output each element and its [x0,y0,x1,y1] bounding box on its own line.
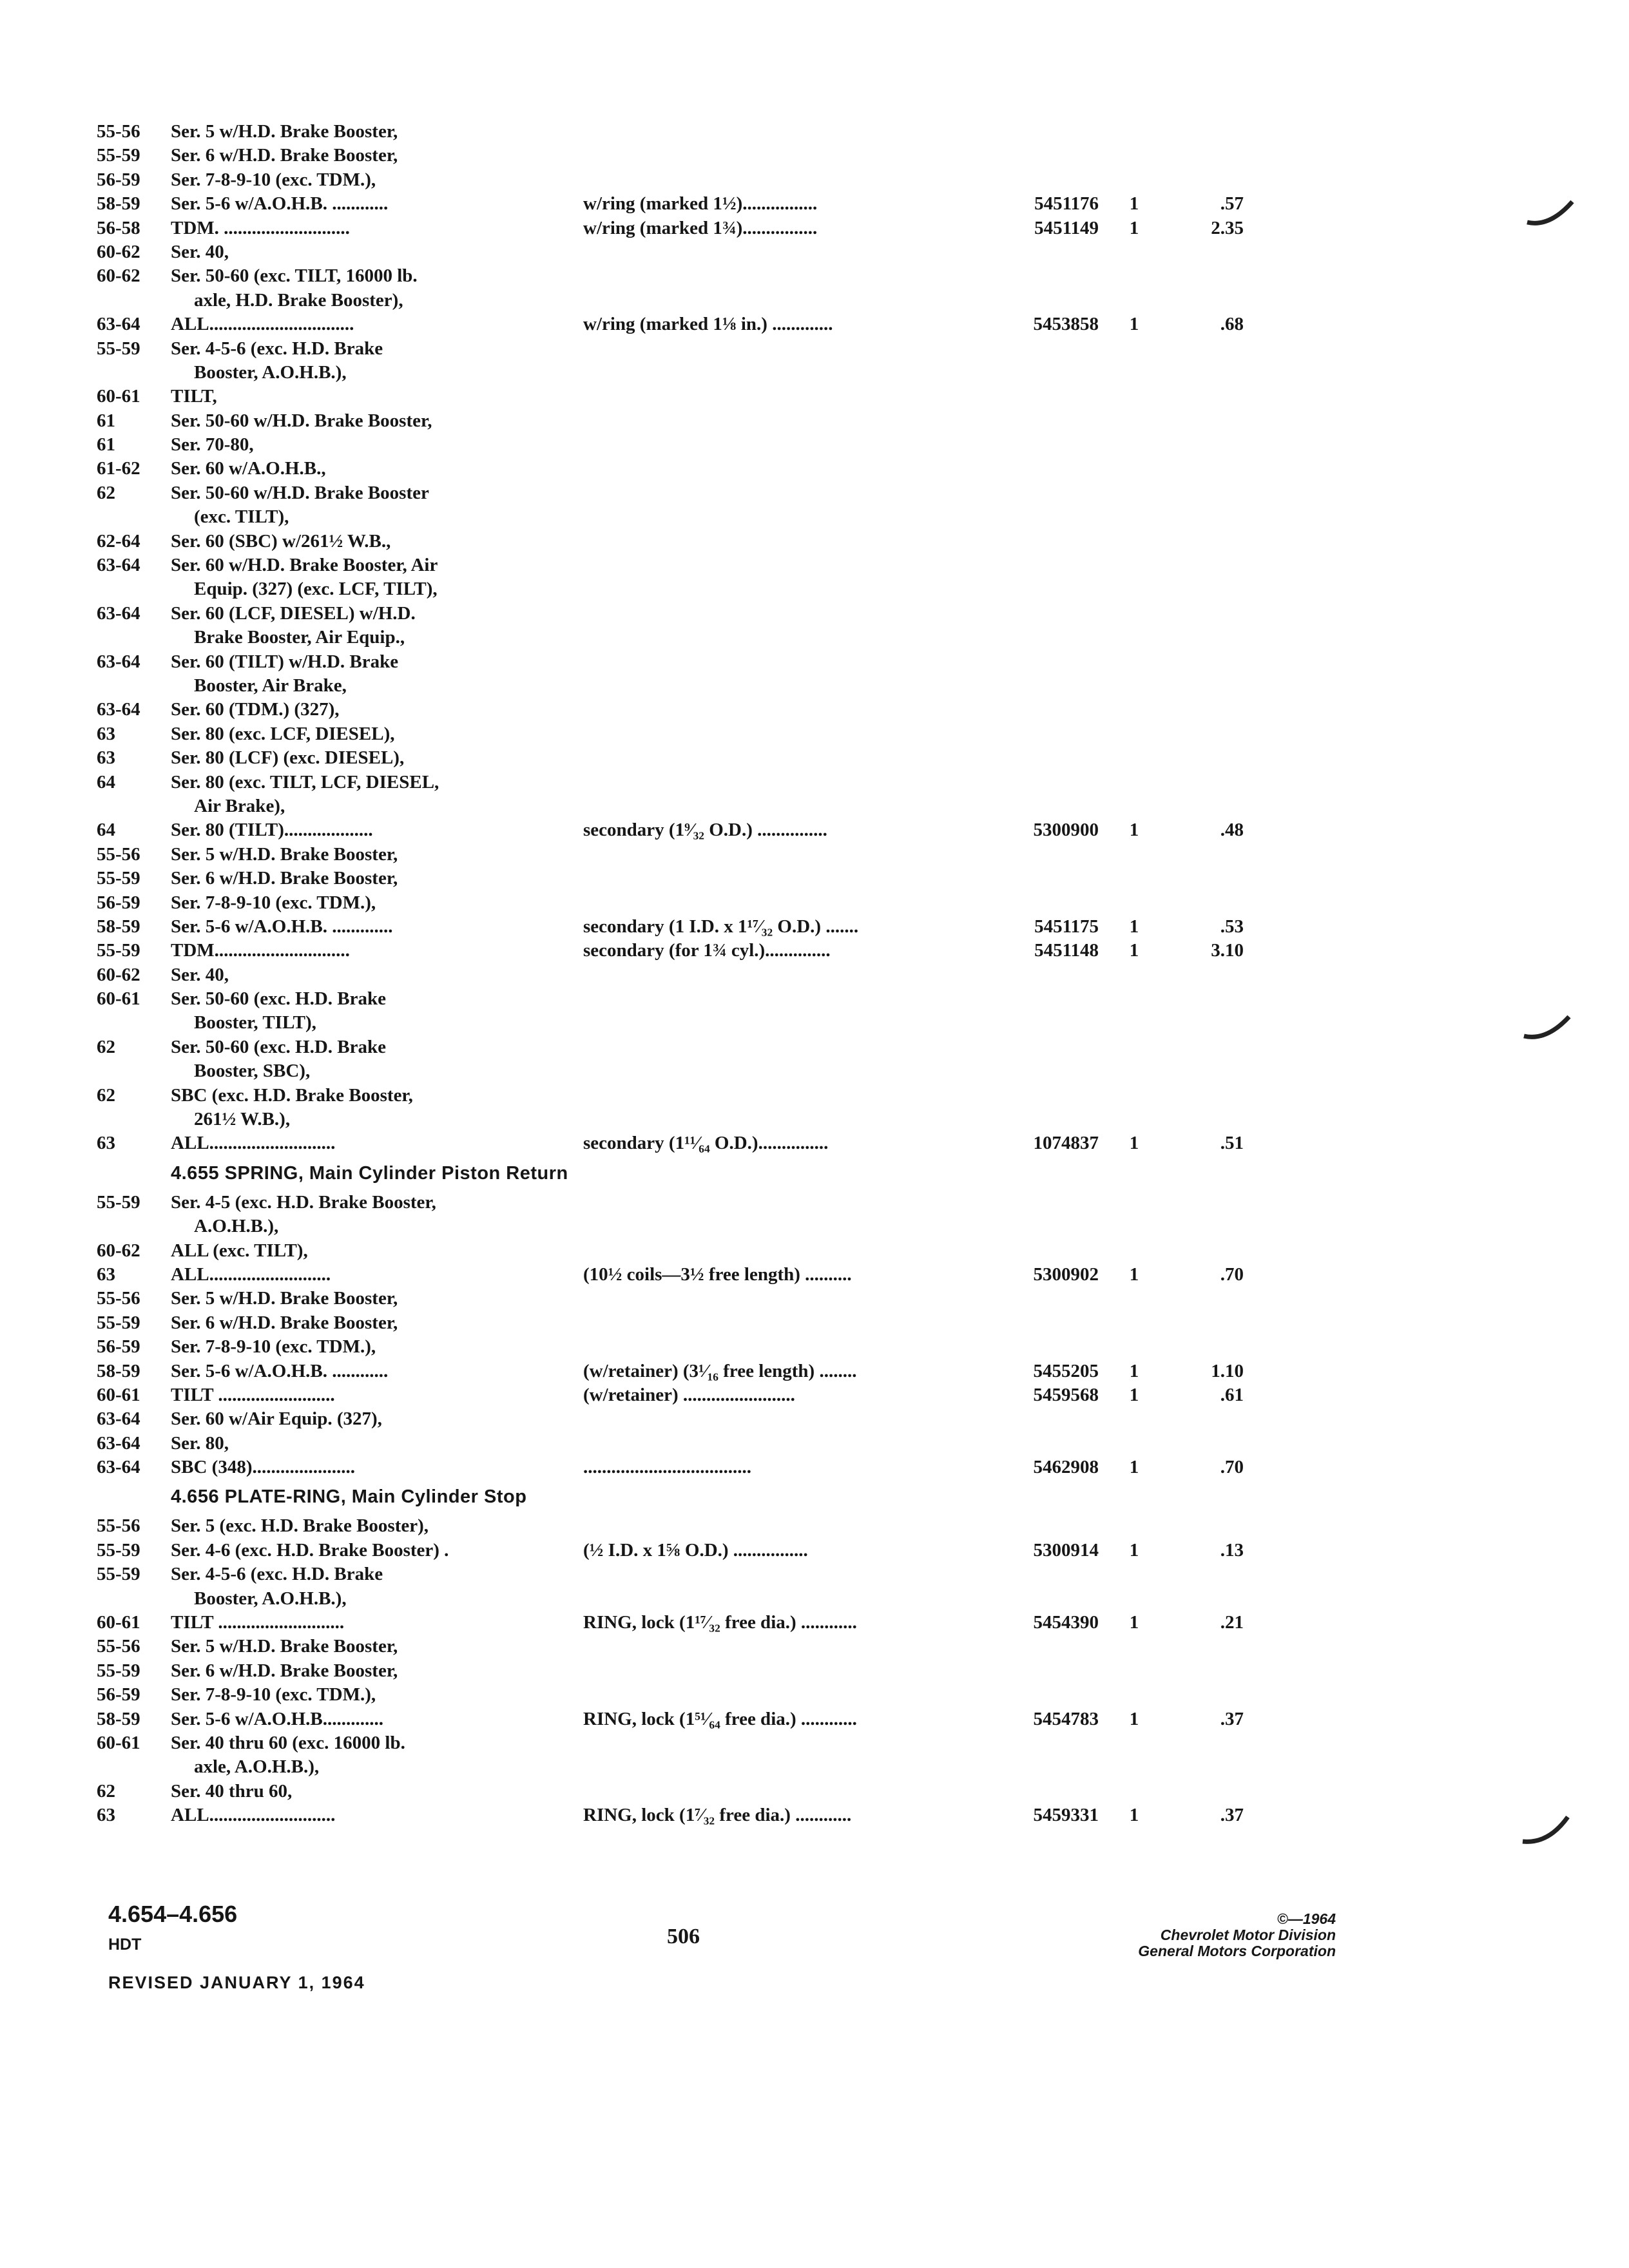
year-cell: 55-59 [97,145,140,166]
year-cell: 60-62 [97,241,140,262]
catalog-row [97,312,1276,336]
model-cell: Ser. 6 w/H.D. Brake Booster, [171,868,398,889]
catalog-row [97,433,1276,457]
year-cell: 61 [97,434,115,456]
model-cell: Booster, A.O.H.B.), [194,361,347,383]
year-cell: 63 [97,1805,115,1826]
catalog-row [97,1432,1276,1456]
year-cell: 63-64 [97,1457,140,1478]
catalog-row [97,602,1276,626]
year-cell: 58-59 [97,916,140,937]
price-cell: .37 [1220,1805,1244,1826]
catalog-row [97,1683,1276,1707]
year-cell: 55-56 [97,1288,140,1309]
catalog-row [97,1335,1276,1359]
catalog-row [97,891,1276,915]
model-cell: Ser. 60 (SBC) w/261½ W.B., [171,530,391,552]
part-number-cell: 5300914 [1033,1539,1099,1561]
year-cell: 55-59 [97,1539,140,1561]
catalog-row [97,674,1276,698]
price-cell: 1.10 [1211,1360,1244,1381]
description-cell: (½ I.D. x 1⅝ O.D.) ................ [583,1539,808,1561]
description-cell: secondary (1⁹⁄₃₂ O.D.) ............... [583,820,827,841]
model-cell: Ser. 50-60 (exc. TILT, 16000 lb. [171,265,418,287]
part-number-cell: 5459568 [1033,1384,1099,1405]
price-cell: 3.10 [1211,940,1244,961]
year-cell: 55-59 [97,1191,140,1213]
year-cell: 55-56 [97,1636,140,1657]
price-cell: .13 [1220,1539,1244,1561]
model-cell: Ser. 60 (TILT) w/H.D. Brake [171,651,399,672]
model-cell: Ser. 7-8-9-10 (exc. TDM.), [171,1684,376,1706]
price-cell: .57 [1220,193,1244,215]
year-cell: 55-59 [97,868,140,889]
model-cell: Ser. 50-60 (exc. H.D. Brake [171,1036,386,1057]
catalog-row [97,722,1276,746]
model-cell: Booster, SBC), [194,1061,311,1082]
part-number-cell: 5454783 [1033,1708,1099,1729]
section-title: 4.656 PLATE-RING, Main Cylinder Stop [171,1486,527,1508]
section-title: 4.655 SPRING, Main Cylinder Piston Return [171,1162,568,1184]
section-heading-4.655 [97,1156,1276,1191]
catalog-row [97,1539,1276,1562]
model-cell: Ser. 70-80, [171,434,254,456]
description-cell: .................................... [583,1457,751,1478]
corporation-name: General Motors Corporation [1138,1943,1336,1959]
year-cell: 63-64 [97,1432,140,1454]
model-cell: Ser. 7-8-9-10 (exc. TDM.), [171,169,376,190]
catalog-row [97,1611,1276,1635]
catalog-row [97,1755,1276,1779]
model-cell: Ser. 6 w/H.D. Brake Booster, [171,1312,398,1333]
quantity-cell: 1 [1129,1708,1139,1729]
model-cell: TDM. ........................... [171,217,350,238]
price-cell: .53 [1220,916,1244,937]
quantity-cell: 1 [1129,1612,1139,1633]
scan-mark-icon [1519,1811,1571,1849]
catalog-row [97,626,1276,649]
model-cell: Ser. 5-6 w/A.O.H.B. ............. [171,916,393,937]
model-cell: axle, H.D. Brake Booster), [194,289,403,311]
catalog-row [97,216,1276,240]
catalog-row [97,1407,1276,1431]
catalog-row [97,144,1276,168]
year-cell: 63-64 [97,651,140,672]
catalog-row [97,1383,1276,1407]
model-cell: Ser. 4-5-6 (exc. H.D. Brake [171,338,383,359]
catalog-row [97,577,1276,601]
model-cell: Booster, A.O.H.B.), [194,1588,347,1609]
quantity-cell: 1 [1129,217,1139,238]
catalog-row [97,337,1276,361]
division-name: Chevrolet Motor Division [1160,1927,1336,1943]
footer-reference [108,1901,237,1954]
model-cell: Air Brake), [194,795,285,816]
catalog-row [97,1803,1276,1827]
model-cell: ALL............................... [171,314,354,335]
price-cell: .51 [1220,1133,1244,1154]
year-cell: 60-62 [97,964,140,985]
catalog-row [97,361,1276,385]
model-cell: Equip. (327) (exc. LCF, TILT), [194,579,438,600]
price-cell: .68 [1220,314,1244,335]
year-cell: 60-62 [97,265,140,287]
model-cell: Ser. 4-5-6 (exc. H.D. Brake [171,1564,383,1585]
part-number-cell: 5451176 [1034,193,1099,215]
model-cell: axle, A.O.H.B.), [194,1756,320,1778]
year-cell: 63-64 [97,602,140,624]
year-cell: 62 [97,482,115,503]
catalog-row [97,771,1276,794]
catalog-row [97,1287,1276,1311]
price-cell: .70 [1220,1457,1244,1478]
model-cell: Ser. 80 (exc. TILT, LCF, DIESEL, [171,771,439,793]
copyright-block [1138,1911,1336,1959]
part-number-cell: 5300900 [1033,820,1099,841]
description-cell: (w/retainer) (3¹⁄₁₆ free length) ........ [583,1360,857,1381]
year-cell: 58-59 [97,193,140,215]
catalog-row [97,530,1276,553]
model-cell: Ser. 80 (LCF) (exc. DIESEL), [171,747,405,769]
description-cell: secondary (1¹¹⁄₆₄ O.D.)............... [583,1133,829,1154]
catalog-row [97,192,1276,216]
model-cell: Ser. 6 w/H.D. Brake Booster, [171,1660,398,1681]
part-number-cell: 5459331 [1033,1805,1099,1826]
model-cell: Ser. 60 w/Air Equip. (327), [171,1408,382,1430]
catalog-row [97,1108,1276,1131]
catalog-row [97,120,1276,144]
model-cell: Ser. 5-6 w/A.O.H.B. ............ [171,1360,389,1381]
catalog-row [97,746,1276,770]
year-cell: 55-59 [97,1312,140,1333]
model-cell: Ser. 40 thru 60 (exc. 16000 lb. [171,1733,405,1753]
model-cell: Brake Booster, Air Equip., [194,627,405,648]
year-cell: 55-59 [97,1564,140,1585]
reference-range: 4.654–4.656 [108,1901,238,1927]
catalog-row [97,457,1276,481]
copyright-year: ©—1964 [1277,1910,1336,1927]
part-number-cell: 5455205 [1033,1360,1099,1381]
catalog-row [97,963,1276,987]
part-number-cell: 5453858 [1033,314,1099,335]
year-cell: 60-61 [97,1612,140,1633]
description-cell: (10½ coils—3½ free length) .......... [583,1264,852,1285]
quantity-cell: 1 [1129,314,1139,335]
model-cell: Ser. 7-8-9-10 (exc. TDM.), [171,1336,376,1358]
catalog-row [97,650,1276,674]
section-heading-4.656 [97,1479,1276,1514]
price-cell: .61 [1220,1384,1244,1405]
catalog-row [97,1514,1276,1538]
catalog-row [97,505,1276,529]
model-cell: SBC (348)...................... [171,1457,355,1478]
price-cell: .70 [1220,1264,1244,1285]
price-cell: .37 [1220,1708,1244,1729]
description-cell: RING, lock (1⁵¹⁄₆₄ free dia.) ............ [583,1708,857,1729]
year-cell: 58-59 [97,1360,140,1381]
catalog-row [97,168,1276,192]
year-cell: 63-64 [97,314,140,335]
part-number-cell: 5454390 [1033,1612,1099,1633]
year-cell: 62 [97,1036,115,1057]
catalog-row [97,1456,1276,1479]
model-cell: Ser. 80 (exc. LCF, DIESEL), [171,723,395,744]
price-cell: .21 [1220,1612,1244,1633]
parts-catalog [97,120,1276,1828]
revised-date: REVISED JANUARY 1, 1964 [108,1973,365,1992]
description-cell: secondary (for 1¾ cyl.).............. [583,940,831,961]
catalog-row [97,289,1276,312]
description-cell: secondary (1 I.D. x 1¹⁷⁄₃₂ O.D.) ....... [583,916,859,937]
year-cell: 55-59 [97,1660,140,1681]
model-cell: ALL.......................... [171,1264,331,1285]
scan-mark-icon [1524,197,1576,229]
catalog-row [97,1780,1276,1803]
model-cell: Ser. 60 w/H.D. Brake Booster, Air [171,555,438,576]
year-cell: 62 [97,1780,115,1802]
year-cell: 63 [97,723,115,744]
year-cell: 61-62 [97,458,140,479]
year-cell: 58-59 [97,1708,140,1729]
catalog-row [97,385,1276,408]
catalog-row [97,794,1276,818]
year-cell: 55-59 [97,940,140,961]
part-number-cell: 5451175 [1034,916,1099,937]
model-cell: Ser. 40 thru 60, [171,1780,293,1802]
year-cell: 56-59 [97,1684,140,1706]
model-cell: ALL........................... [171,1133,336,1154]
catalog-row [97,1011,1276,1035]
year-cell: 63-64 [97,1408,140,1430]
catalog-row [97,987,1276,1011]
price-cell: 2.35 [1211,217,1244,238]
model-cell: A.O.H.B.), [194,1216,279,1237]
model-cell: Ser. 60 w/A.O.H.B., [171,458,326,479]
year-cell: 56-59 [97,892,140,913]
model-cell: Ser. 4-5 (exc. H.D. Brake Booster, [171,1191,436,1213]
quantity-cell: 1 [1129,1360,1139,1381]
quantity-cell: 1 [1129,1133,1139,1154]
year-cell: 63-64 [97,699,140,720]
model-cell: Ser. 50-60 w/H.D. Brake Booster [171,482,429,503]
model-cell: Ser. 4-6 (exc. H.D. Brake Booster) . [171,1539,449,1561]
model-cell: 261½ W.B.), [194,1109,291,1130]
catalog-row [97,915,1276,939]
year-cell: 60-61 [97,386,140,407]
model-cell: Ser. 80, [171,1432,229,1454]
description-cell: RING, lock (1⁷⁄₃₂ free dia.) ............ [583,1805,852,1826]
catalog-row [97,1191,1276,1215]
model-cell: Ser. 5-6 w/A.O.H.B. ............ [171,193,389,215]
model-cell: Ser. 5 w/H.D. Brake Booster, [171,1636,398,1657]
catalog-row [97,818,1276,842]
model-cell: Ser. 5 w/H.D. Brake Booster, [171,843,398,865]
catalog-row [97,698,1276,722]
quantity-cell: 1 [1129,1457,1139,1478]
model-cell: TILT, [171,386,217,407]
description-cell: w/ring (marked 1½)................ [583,193,818,215]
catalog-row [97,1263,1276,1287]
year-cell: 55-59 [97,338,140,359]
quantity-cell: 1 [1129,1384,1139,1405]
model-cell: TILT ........................... [171,1612,345,1633]
model-cell: Ser. 5 w/H.D. Brake Booster, [171,121,398,142]
catalog-row [97,1360,1276,1383]
model-cell: Ser. 6 w/H.D. Brake Booster, [171,145,398,166]
catalog-row [97,1635,1276,1658]
part-number-cell: 5462908 [1033,1457,1099,1478]
quantity-cell: 1 [1129,193,1139,215]
catalog-row [97,1659,1276,1683]
catalog-row [97,553,1276,577]
scan-mark-icon [1521,1012,1572,1044]
description-cell: w/ring (marked 1⅛ in.) ............. [583,314,833,335]
year-cell: 63 [97,1264,115,1285]
model-cell: Ser. 5 (exc. H.D. Brake Booster), [171,1515,429,1537]
catalog-row [97,1035,1276,1059]
part-number-cell: 5300902 [1033,1264,1099,1285]
year-cell: 60-61 [97,1384,140,1405]
quantity-cell: 1 [1129,1264,1139,1285]
quantity-cell: 1 [1129,1805,1139,1826]
catalog-row [97,939,1276,963]
catalog-row [97,867,1276,890]
year-cell: 62 [97,1084,115,1106]
catalog-row [97,1239,1276,1263]
year-cell: 56-59 [97,169,140,190]
model-cell: Ser. 40, [171,964,229,985]
model-cell: TILT ......................... [171,1384,335,1405]
year-cell: 56-59 [97,1336,140,1358]
model-cell: Ser. 7-8-9-10 (exc. TDM.), [171,892,376,913]
year-cell: 63 [97,747,115,769]
quantity-cell: 1 [1129,940,1139,961]
year-cell: 60-61 [97,1733,140,1753]
catalog-row [97,1059,1276,1083]
catalog-row [97,843,1276,867]
year-cell: 60-61 [97,988,140,1010]
description-cell: RING, lock (1¹⁷⁄₃₂ free dia.) ............ [583,1612,857,1633]
quantity-cell: 1 [1129,820,1139,841]
model-cell: TDM............................. [171,940,350,961]
year-cell: 56-58 [97,217,140,238]
year-cell: 63-64 [97,555,140,576]
year-cell: 64 [97,820,115,841]
model-cell: Ser. 5 w/H.D. Brake Booster, [171,1288,398,1309]
part-number-cell: 1074837 [1033,1133,1099,1154]
model-cell: Ser. 60 (LCF, DIESEL) w/H.D. [171,602,416,624]
catalog-row [97,1311,1276,1335]
part-number-cell: 5451148 [1034,940,1099,961]
catalog-row [97,1562,1276,1586]
model-cell: Ser. 40, [171,241,229,262]
year-cell: 62-64 [97,530,140,552]
page-number: 506 [667,1925,700,1948]
price-cell: .48 [1220,820,1244,841]
model-cell: ALL........................... [171,1805,336,1826]
year-cell: 55-56 [97,121,140,142]
catalog-row [97,481,1276,505]
catalog-row [97,240,1276,264]
catalog-row [97,409,1276,433]
quantity-cell: 1 [1129,1539,1139,1561]
catalog-row [97,1084,1276,1108]
model-cell: (exc. TILT), [194,506,289,528]
model-cell: SBC (exc. H.D. Brake Booster, [171,1084,413,1106]
model-cell: Ser. 50-60 (exc. H.D. Brake [171,988,386,1010]
quantity-cell: 1 [1129,916,1139,937]
part-number-cell: 5451149 [1034,217,1099,238]
model-cell: Ser. 50-60 w/H.D. Brake Booster, [171,410,432,431]
hdt-label: HDT [108,1936,142,1954]
model-cell: Booster, Air Brake, [194,675,347,696]
year-cell: 60-62 [97,1240,140,1261]
year-cell: 55-56 [97,843,140,865]
model-cell: Ser. 60 (TDM.) (327), [171,699,340,720]
catalog-row [97,1131,1276,1155]
catalog-row [97,264,1276,288]
year-cell: 63 [97,1133,115,1154]
catalog-row [97,1707,1276,1731]
description-cell: (w/retainer) ........................ [583,1384,795,1405]
model-cell: Ser. 80 (TILT)................... [171,820,373,841]
year-cell: 64 [97,771,115,793]
catalog-row [97,1215,1276,1238]
model-cell: Booster, TILT), [194,1012,316,1033]
description-cell: w/ring (marked 1¾)................ [583,217,818,238]
catalog-row [97,1731,1276,1755]
model-cell: ALL (exc. TILT), [171,1240,308,1261]
model-cell: Ser. 5-6 w/A.O.H.B............. [171,1708,384,1729]
year-cell: 55-56 [97,1515,140,1537]
year-cell: 61 [97,410,115,431]
catalog-row [97,1587,1276,1611]
